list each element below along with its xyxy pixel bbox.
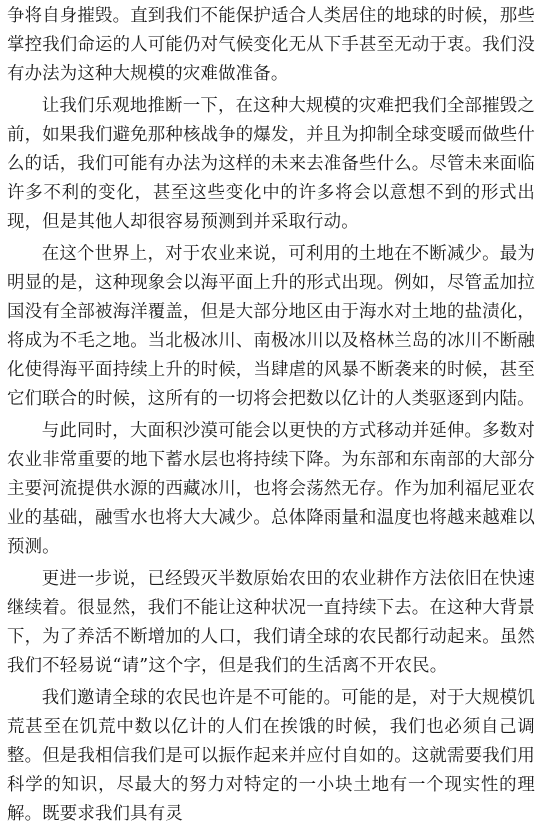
- paragraph-inviting-farmers: 我们邀请全球的农民也许是不可能的。可能的是，对于大规模饥荒甚至在饥荒中数以亿计的人们在挨饿的时候，我们也必须自己调整。但是我相信我们是可以振作起来并应付自如的。这就需要我们用科学的知识，尽最大的努力对特定的一小块土地有一个现实性的理解。既要求我们具有灵: [7, 688, 535, 824]
- body-text: [7, 2, 535, 829]
- paragraph-desert-expansion: 与此同时，大面积沙漠可能会以更快的方式移动并延伸。多数对农业非常重要的地下蓄水层也将持续下降。为东部和东南部的大部分主要河流提供水源的西藏冰川，也将会荡然无存。作为加利福尼亚农业的基础，融雪水也将大大减少。总体降雨量和温度也将越来越难以预测。: [7, 421, 535, 557]
- paragraph-continued: 争将自身摧毁。直到我们不能保护适合人类居住的地球的时候，那些掌控我们命运的人可能仍对气候变化无从下手甚至无动于衷。我们没有办法为这种大规模的灾难做准备。: [7, 6, 535, 84]
- paragraph-optimistic-inference: 让我们乐观地推断一下，在这种大规模的灾难把我们全部摧毁之前，如果我们避免那种核战争的爆发，并且为抑制全球变暖而做些什么的话，我们可能有办法为这样的未来去准备些什么。尽管未来面临许多不利的变化，甚至这些变化中的许多将会以意想不到的形式出现，但是其他人却很容易预测到并采取行动。: [7, 96, 535, 232]
- paragraph-shrinking-farmland: 在这个世界上，对于农业来说，可利用的土地在不断减少。最为明显的是，这种现象会以海平面上升的形式出现。例如，尽管孟加拉国没有全部被海洋覆盖，但是大部分地区由于海水对土地的盐渍化，将成为不毛之地。当北极冰川、南极冰川以及格林兰岛的冰川不断融化使得海平面持续上升的时候，当肆虐的风暴不断袭来的时候，甚至它们联合的时候，这所有的一切将会把数以亿计的人类驱逐到内陆。: [7, 244, 535, 409]
- paragraph-farming-methods: 更进一步说，已经毁灭半数原始农田的农业耕作方法依旧在快速继续着。很显然，我们不能让这种状况一直持续下去。在这种大背景下，为了养活不断增加的人口，我们请全球的农民都行动起来。虽然我们不轻易说“请”这个字，但是我们的生活离不开农民。: [7, 569, 535, 676]
